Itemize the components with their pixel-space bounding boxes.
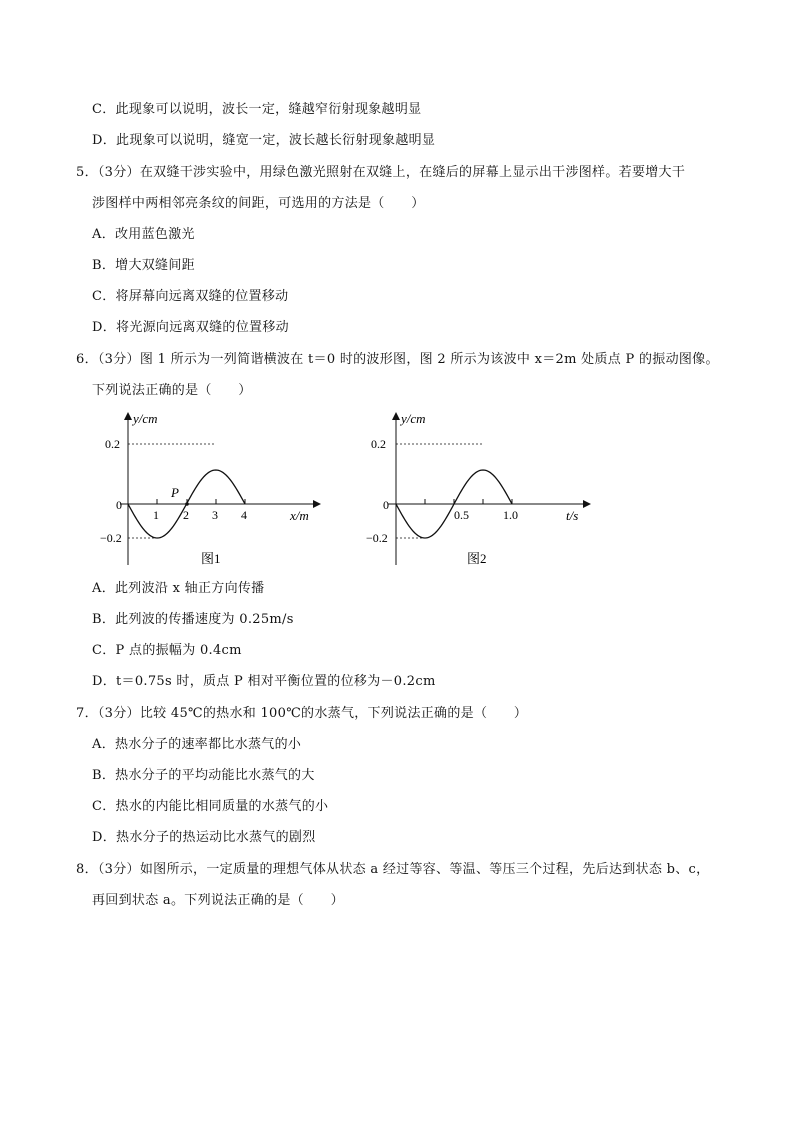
question-8-stem-line2: 再回到状态 a。下列说法正确的是（ ） xyxy=(92,893,344,908)
fig2-y-tick-0: 0 xyxy=(383,498,389,512)
question-6-stem-line2: 下列说法正确的是（ ） xyxy=(92,383,252,398)
fig2-y-axis-label: y/cm xyxy=(401,411,426,426)
prev-option-c: C．此现象可以说明，波长一定，缝越窄衍射现象越明显 xyxy=(92,102,422,117)
fig2-x-axis-label: t/s xyxy=(566,508,579,523)
question-5-stem-line1: 5．（3分）在双缝干涉实验中，用绿色激光照射在双缝上，在缝后的屏幕上显示出干涉图样。若要增大干 xyxy=(76,165,686,180)
fig1-y-axis-label: y/cm xyxy=(133,411,158,426)
question-7-option-a: A．热水分子的速率都比水蒸气的小 xyxy=(92,737,302,752)
question-7-option-c: C．热水的内能比相同质量的水蒸气的小 xyxy=(92,799,329,814)
fig1-x-tick-label-4: 4 xyxy=(241,508,247,522)
question-5-option-b: B．增大双缝间距 xyxy=(92,258,195,273)
question-7-stem: 7．（3分）比较 45℃的热水和 100℃的水蒸气，下列说法正确的是（ ） xyxy=(76,706,528,721)
fig1-point-p-label: P xyxy=(171,485,179,500)
question-7-option-d: D．热水分子的热运动比水蒸气的剧烈 xyxy=(92,830,316,845)
fig1-point-p xyxy=(185,502,189,506)
question-6-option-c: C．P 点的振幅为 0.4cm xyxy=(92,643,242,658)
fig1-x-tick-label-2: 2 xyxy=(183,508,189,522)
question-6-stem-line1: 6．（3分）图 1 所示为一列简谐横波在 t＝0 时的波形图，图 2 所示为该波中 x＝2m 处质点 P 的振动图像。 xyxy=(76,352,719,367)
fig2-y-tick-0.2: 0.2 xyxy=(371,437,386,451)
question-6-option-d: D．t＝0.75s 时，质点 P 相对平衡位置的位移为－0.2cm xyxy=(92,674,436,689)
fig2-x-tick-label-0.5: 0.5 xyxy=(454,508,469,522)
fig2-caption: 图2 xyxy=(467,551,487,566)
fig1-y-tick-0.2: 0.2 xyxy=(105,437,120,451)
question-5-option-c: C．将屏幕向远离双缝的位置移动 xyxy=(92,289,289,304)
fig1-x-tick-label-3: 3 xyxy=(212,508,218,522)
figure-1-wave-graph xyxy=(100,405,330,575)
question-5-stem-line2: 涉图样中两相邻亮条纹的间距，可选用的方法是（ ） xyxy=(92,196,425,211)
question-7-option-b: B．热水分子的平均动能比水蒸气的大 xyxy=(92,768,315,783)
question-5-option-a: A．改用蓝色激光 xyxy=(92,227,195,242)
fig1-caption: 图1 xyxy=(201,551,221,566)
fig2-x-tick-label-1.0: 1.0 xyxy=(503,508,518,522)
fig1-x-axis-label: x/m xyxy=(290,508,309,523)
figure-2-vibration-graph xyxy=(350,405,600,575)
fig2-y-tick-neg0.2: −0.2 xyxy=(366,531,388,545)
fig1-y-tick-neg0.2: −0.2 xyxy=(100,531,122,545)
question-8-stem-line1: 8．（3分）如图所示，一定质量的理想气体从状态 a 经过等容、等温、等压三个过程，先后达到状态 b、c， xyxy=(76,862,710,877)
prev-option-d: D．此现象可以说明，缝宽一定，波长越长衍射现象越明显 xyxy=(92,133,436,148)
fig1-x-tick-label-1: 1 xyxy=(153,508,159,522)
question-6-option-a: A．此列波沿 x 轴正方向传播 xyxy=(92,581,265,596)
question-5-option-d: D．将光源向远离双缝的位置移动 xyxy=(92,320,289,335)
fig1-y-tick-0: 0 xyxy=(116,498,122,512)
question-6-option-b: B．此列波的传播速度为 0.25m/s xyxy=(92,612,294,627)
